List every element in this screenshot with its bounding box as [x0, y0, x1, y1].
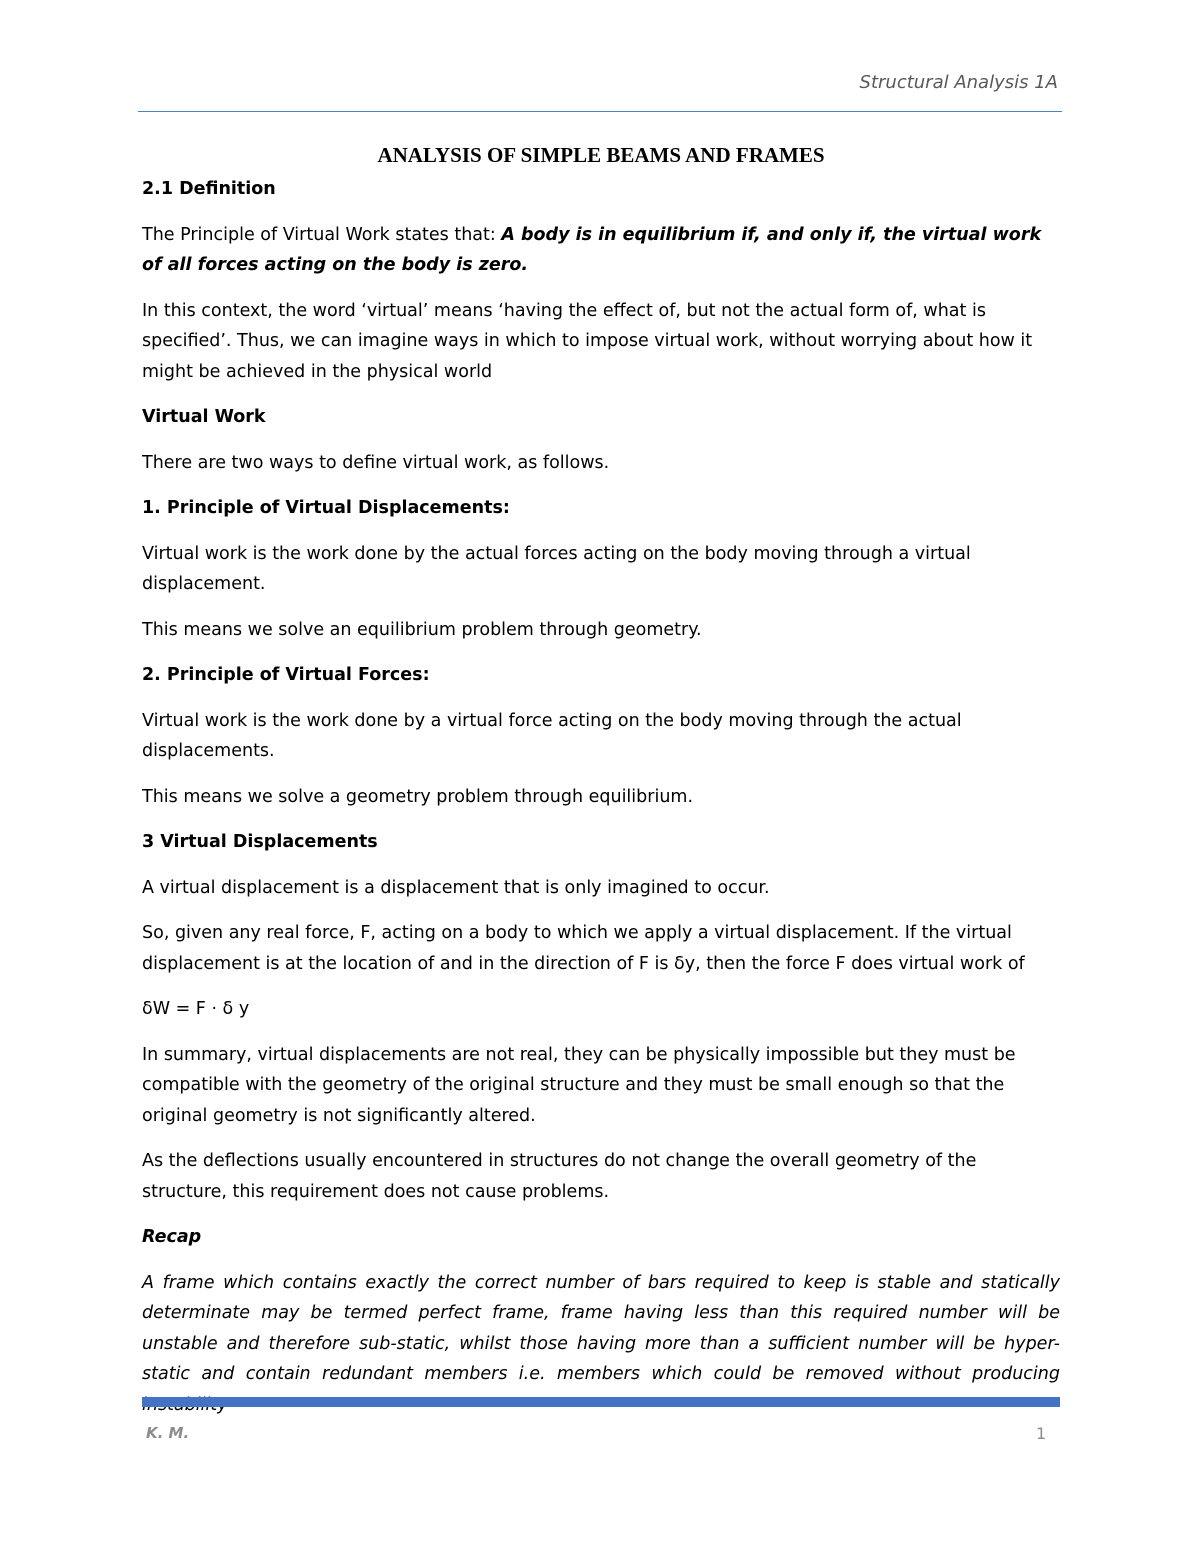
section-heading-definition: 2.1 Definition: [142, 179, 276, 199]
principle-statement: A body is in equilibrium if, and only if, the virtual work of all forces acting on the body is zero.: [142, 224, 1042, 275]
section-heading-virtual-displacements: 3 Virtual Displacements: [142, 832, 378, 852]
section-heading-virtual-forces-principle: 2. Principle of Virtual Forces:: [142, 665, 430, 685]
principle-lead-text: The Principle of Virtual Work states that:: [142, 224, 502, 245]
equation-virtual-work: δW = F ⋅ δ y: [142, 999, 250, 1019]
paragraph-real-force: So, given any real force, F, acting on a body to which we apply a virtual displacement. If the virtual displacement is at the location of and in the direction of F is δy, then the force F does virtual work of: [142, 923, 1025, 974]
paragraph-summary: In summary, virtual displacements are not real, they can be physically impossible but they must be compatible with the geometry of the original structure and they must be small enough so that the original geometry is not significantly altered.: [142, 1044, 1016, 1126]
paragraph-vd-definition: A virtual displacement is a displacement that is only imagined to occur.: [142, 877, 770, 898]
document-title: ANALYSIS OF SIMPLE BEAMS AND FRAMES: [377, 143, 825, 167]
paragraph-pvd-definition: Virtual work is the work done by the actual forces acting on the body moving through a virtual displacement.: [142, 543, 971, 594]
paragraph-deflections: As the deflections usually encountered in structures do not change the overall geometry of the structure, this requirement does not cause problems.: [142, 1151, 977, 1202]
section-heading-recap: Recap: [142, 1227, 202, 1247]
paragraph-pvf-meaning: This means we solve a geometry problem through equilibrium.: [142, 786, 694, 807]
paragraph-pvd-meaning: This means we solve an equilibrium problem through geometry.: [142, 619, 702, 640]
paragraph-virtual-meaning: In this context, the word ‘virtual’ means ‘having the effect of, but not the actual form of, what is specified’. Thus, we can imagine ways in which to impose virtual work, without worrying about how it might be achieved in the physical world: [142, 300, 1033, 382]
paragraph-principle: [142, 220, 1060, 281]
section-heading-virtual-work: Virtual Work: [142, 407, 266, 427]
paragraph-pvf-definition: Virtual work is the work done by a virtual force acting on the body moving through the actual displacements.: [142, 710, 962, 761]
section-heading-virtual-displacements-principle: 1. Principle of Virtual Displacements:: [142, 498, 510, 518]
paragraph-two-ways: There are two ways to define virtual work, as follows.: [142, 452, 610, 473]
header-rule: [138, 111, 1062, 112]
document-body: [142, 140, 1060, 1435]
footer-page-number: 1: [1036, 1424, 1047, 1443]
running-header: Structural Analysis 1A: [859, 72, 1058, 93]
footer-bar: [142, 1397, 1060, 1407]
footer-author: K. M.: [146, 1424, 190, 1442]
paragraph-recap: A frame which contains exactly the correct number of bars required to keep is stable and statically determinate may be termed perfect frame, frame having less than this required number will be unstable and therefore sub-static, whilst those having more than a sufficient number will be hyper-static and contain redundant members i.e. members which could be removed without producing: [142, 1272, 1060, 1384]
